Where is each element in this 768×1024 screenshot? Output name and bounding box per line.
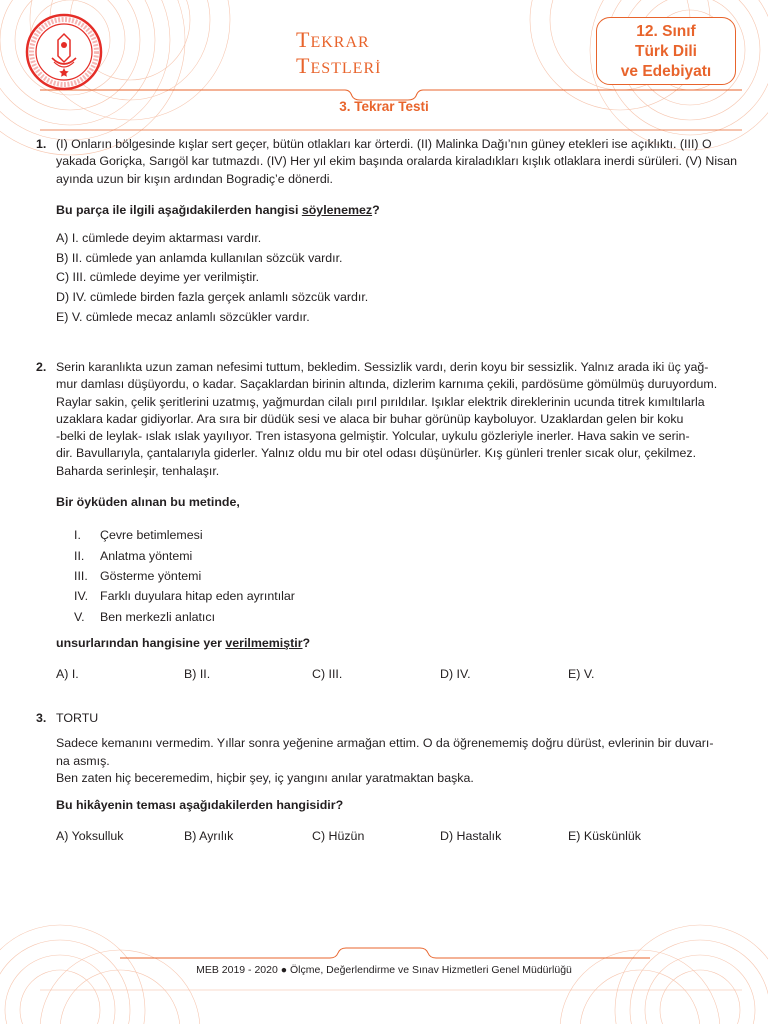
list-numeral: III. [74,568,88,583]
answer-option-a[interactable]: A) I. cümlede deyim aktarması vardır. [56,231,262,246]
list-numeral: IV. [74,589,89,604]
list-text: Ben merkezli anlatıcı [100,609,216,624]
answer-options [56,229,746,327]
question-number: 3. [36,711,47,725]
stem-text: Bu parça ile ilgili aşağıdakilerden hangisi [56,202,302,217]
passage-line: dir. Bavullarıyla, çantalarıyla giderler. Yalnız oldu mu bir otel odası düşünürler. Kış günleri trenler sıcak olur, çekilmez. [56,446,697,461]
list-item [56,525,746,545]
footer-text: MEB 2019 - 2020 ● Ölçme, Değerlendirme ve Sınav Hizmetleri Genel Müdürlüğü [196,964,572,976]
series-title [296,28,381,80]
answer-option-d[interactable]: D) IV. cümlede birden fazla gerçek anlamlı sözcük vardır. [56,289,369,304]
grade-subject-box [596,17,736,85]
answer-options [56,828,746,845]
answer-option-e[interactable]: E) Küskünlük [568,829,642,844]
ministry-logo-icon [24,12,104,92]
stem-text: unsurlarından hangisine yer [56,635,226,650]
list-text: Farklı duyulara hitap eden ayrıntılar [100,589,295,604]
question-2 [36,359,746,683]
list-numeral: II. [74,548,85,563]
passage-line: -belki de leylak- ıslak ıslak yayılıyor. Tren istasyona gelmiştir. Yolcular, uykulu gözleriyle inerler. Hava sakin ve serin- [56,429,690,444]
passage-line: uzaklara kadar gidiyorlar. Ara sıra bir düdük sesi ve alaca bir buhar görünüp kayboluyor. Uzaklardan gelen bir koku [56,411,684,426]
story-line: na asmış. [56,753,110,768]
stem-emphasis: söylenemez [301,202,373,217]
question-passage [56,359,746,480]
list-numeral: V. [74,609,85,624]
answer-options [56,666,746,683]
answer-option-a[interactable]: A) Yoksulluk [56,829,124,844]
grade-label: 12. Sınıf [636,23,696,40]
answer-option-e[interactable]: E) V. cümlede mecaz anlamlı sözcükler vardır. [56,309,310,324]
question-3 [36,710,746,846]
question-stem: Bu hikâyenin teması aşağıdakilerden hangisidir? [56,798,344,813]
roman-list [56,525,746,626]
stem-text-end: ? [302,635,311,650]
list-text: Gösterme yöntemi [100,568,202,583]
list-item [56,566,746,586]
answer-option-a[interactable]: A) I. [56,667,79,682]
question-passage: (I) Onların bölgesinde kışlar sert geçer, bütün otlakları kar örterdi. (II) Malinka Dağı’nın güney etekleri ise açıklıktı. (III) O yakada Goriçka, Sarıgöl kar tutmazdı. (IV) Her yıl ekim başında oralarda kiraladıkları kışlık otlaklara inerdi sürüleri. (V) Nisan ayında uzun bir kışın ardından Bogradiç’e dönerdi. [56,137,738,186]
test-title: 3. Tekrar Testi [339,99,429,114]
question-1 [36,136,746,327]
story-line: Sadece kemanını vermedim. Yıllar sonra yeğenine armağan ettim. O da öğrenememiş doğru dürüst, evlerinin bir duvarı- [56,736,714,751]
series-title-rest-1: EKRAR [310,34,370,51]
story-line: Ben zaten hiç beceremedim, hiçbir şey, iç yangını anılar yaratmaktan başka. [56,770,474,785]
answer-option-c[interactable]: C) III. cümlede deyime yer verilmiştir. [56,270,260,285]
list-item [56,586,746,606]
answer-option-e[interactable]: E) V. [568,667,595,682]
answer-option-b[interactable]: B) II. cümlede yan anlamda kullanılan sözcük vardır. [56,250,343,265]
stem-text-end: ? [372,202,380,217]
answer-option-d[interactable]: D) Hastalık [440,829,502,844]
subject-line-2: ve Edebiyatı [620,63,712,80]
question-stem [56,202,746,219]
list-item [56,607,746,627]
question-number: 1. [36,137,47,151]
passage-line: Serin karanlıkta uzun zaman nefesimi tuttum, bekledim. Sessizlik vardı, derin koyu bir sessizlik. Yalnız arada iki üç yağ- [56,360,709,374]
passage-line: Raylar sakin, çelik şeritlerini uzatmış, yağmurdan cilalı pırıl pırıldılar. Işıklar elektrik direklerinin ucunda titrek kımıltılarla [56,394,705,409]
list-text: Çevre betimlemesi [100,528,203,543]
series-title-rest-2: ESTLERİ [310,60,382,77]
answer-option-b[interactable]: B) II. [184,667,211,682]
list-item [56,546,746,566]
series-title-cap-2: T [296,53,311,78]
answer-option-c[interactable]: C) Hüzün [312,829,365,844]
answer-option-c[interactable]: C) III. [312,667,343,682]
stem-emphasis: verilmemiştir [225,635,303,650]
passage-line: Baharda serinleşir, tenhalaşır. [56,463,220,478]
question-number: 2. [36,360,47,374]
question-intro: Bir öyküden alınan bu metinde, [56,495,240,510]
subject-line-1: Türk Dili [634,43,697,60]
question-stem [56,635,746,652]
answer-option-d[interactable]: D) IV. [440,667,471,682]
list-numeral: I. [74,528,81,543]
answer-option-b[interactable]: B) Ayrılık [184,829,234,844]
story-title: TORTU [56,711,99,725]
passage-line: mur damlası düşüyordu, o kadar. Saçaklardan birinin altında, dizlerim karnıma çekili, pardösüme gömülmüş duruyordum. [56,377,718,392]
list-text: Anlatma yöntemi [100,548,193,563]
series-title-cap-1: T [296,27,311,52]
